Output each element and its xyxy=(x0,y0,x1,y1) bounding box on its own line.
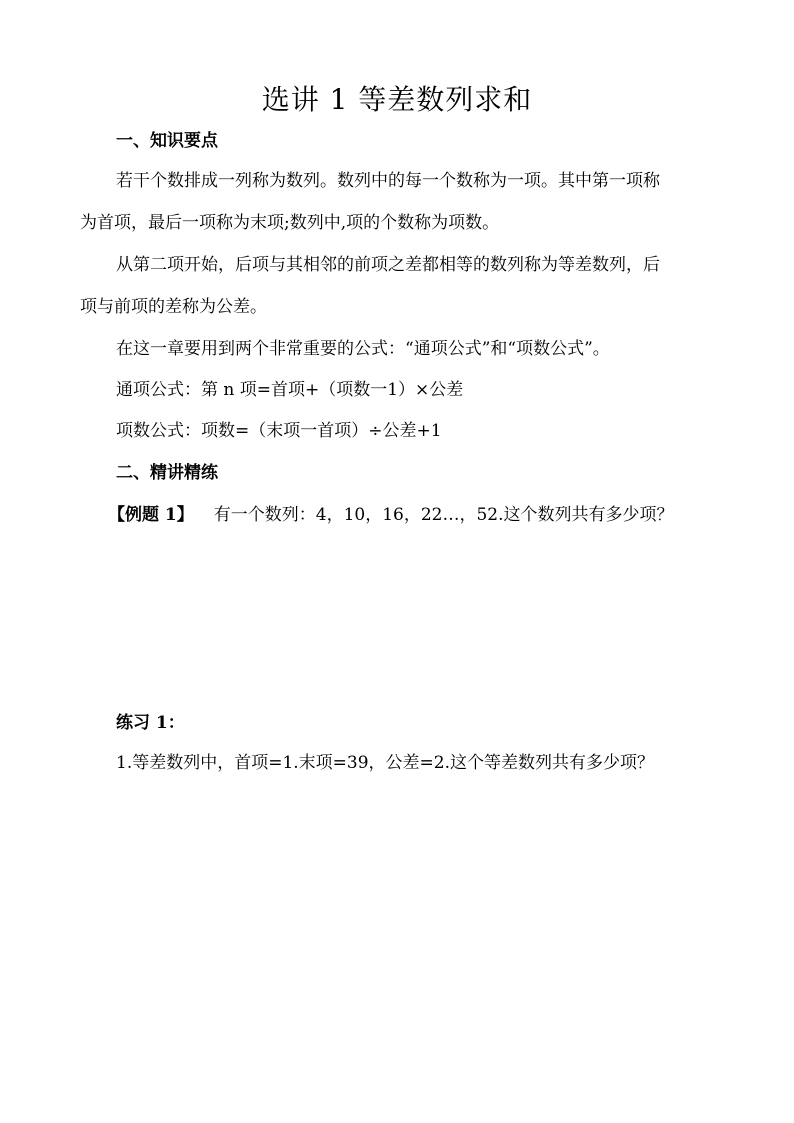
page-title: 选讲 1 等差数列求和 xyxy=(261,83,533,116)
paragraph-arithmetic-definition-line2: 项与前项的差称为公差。 xyxy=(80,297,267,317)
paragraph-formulas-intro: 在这一章要用到两个非常重要的公式：“通项公式”和“项数公式”。 xyxy=(116,339,610,359)
section-heading-knowledge: 一、知识要点 xyxy=(116,131,218,151)
example-1-question: 有一个数列：4，10，16，22…，52.这个数列共有多少项？ xyxy=(213,505,674,525)
paragraph-arithmetic-definition-line1: 从第二项开始，后项与其相邻的前项之差都相等的数列称为等差数列，后 xyxy=(116,255,660,275)
formula-general-term: 通项公式：第 n 项=首项+（项数一1）×公差 xyxy=(116,380,464,400)
practice-1-question-1: 1.等差数列中，首项=1.末项=39，公差=2.这个等差数列共有多少项？ xyxy=(116,753,655,773)
paragraph-sequence-definition-line1: 若干个数排成一列称为数列。数列中的每一个数称为一项。其中第一项称 xyxy=(116,171,660,191)
formula-term-count: 项数公式：项数=（末项一首项）÷公差+1 xyxy=(116,421,442,441)
paragraph-sequence-definition-line2: 为首项，最后一项称为末项;数列中,项的个数称为项数。 xyxy=(80,213,500,233)
example-1 xyxy=(108,504,674,526)
practice-1-heading: 练习 1： xyxy=(116,713,185,733)
section-heading-practice: 二、精讲精练 xyxy=(116,463,218,483)
example-1-label: 【例题 1】 xyxy=(108,505,194,525)
